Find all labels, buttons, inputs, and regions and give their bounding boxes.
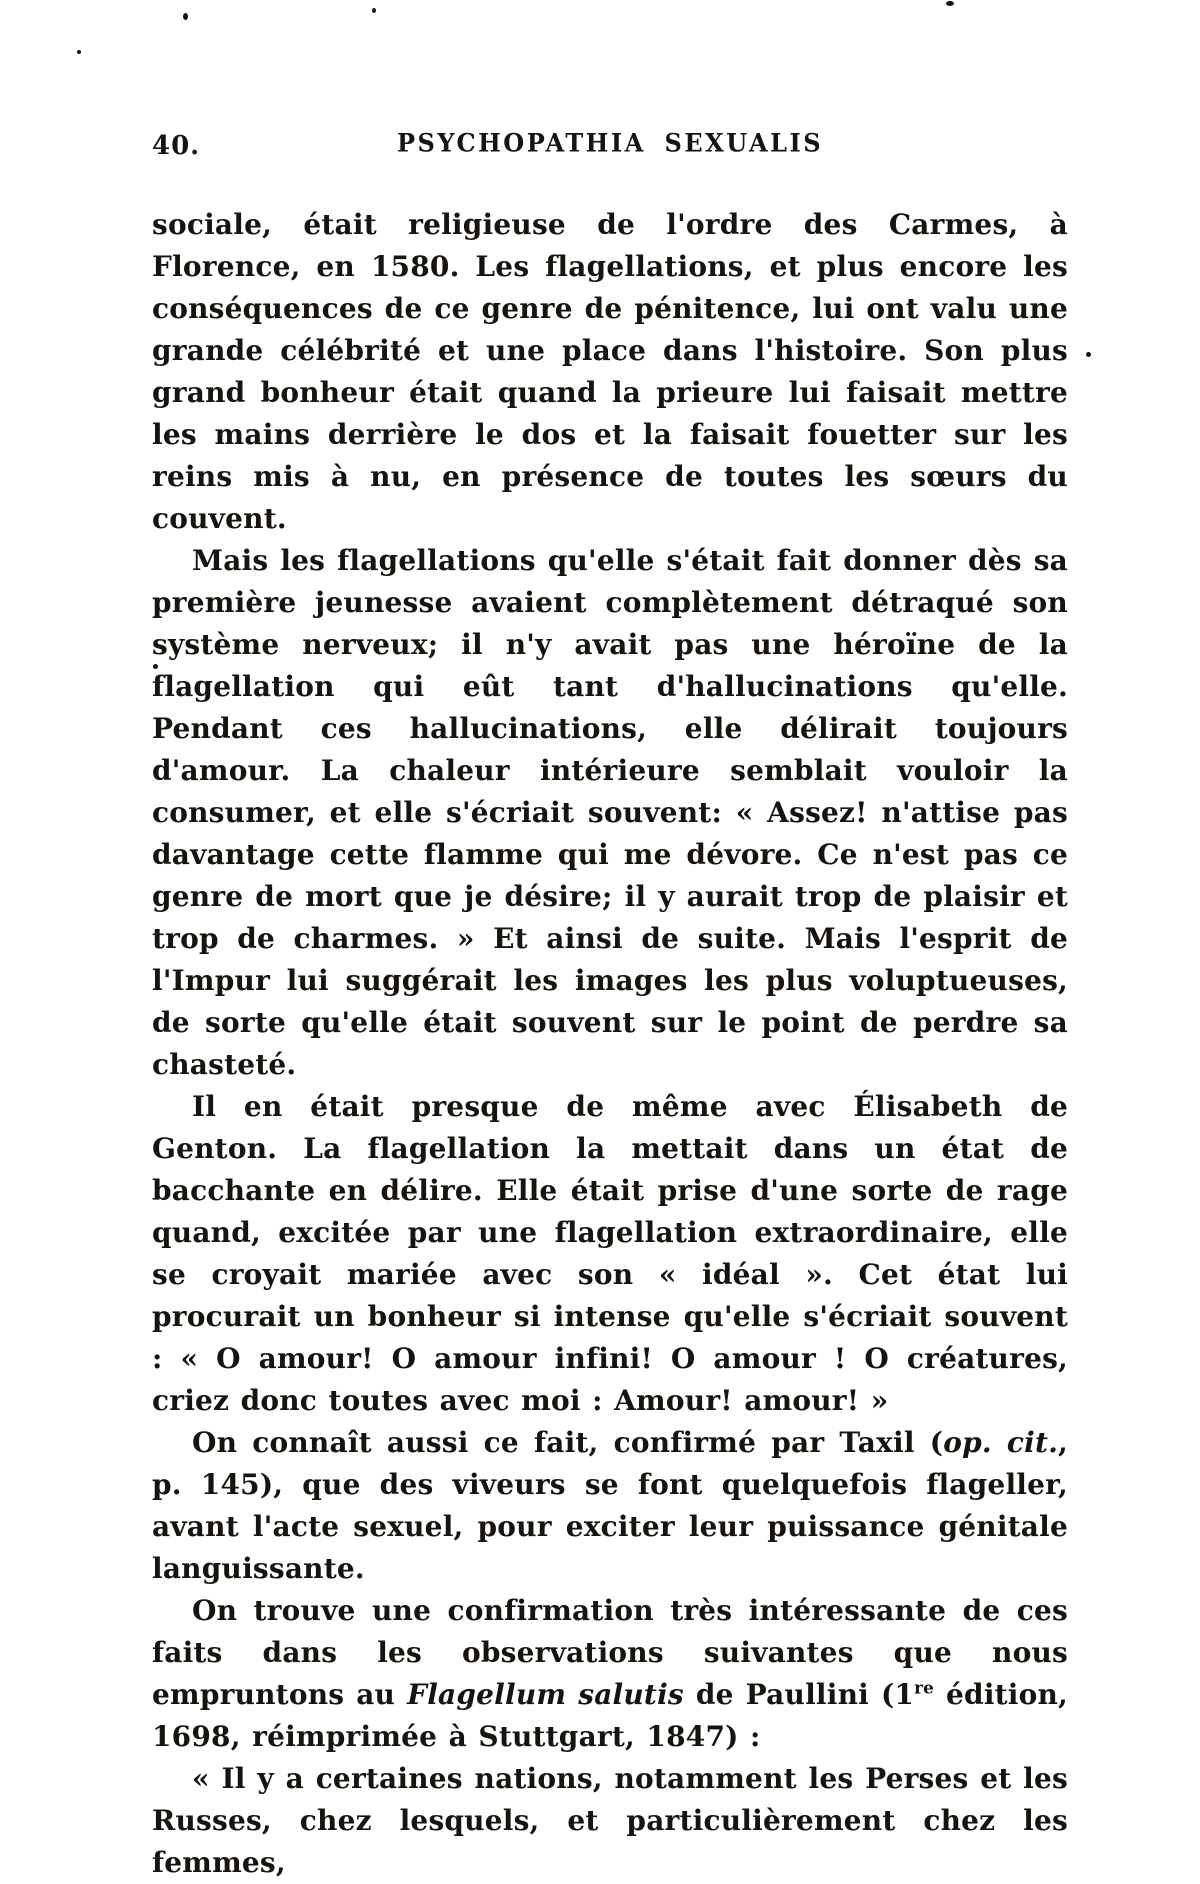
scan-speck [183, 13, 188, 20]
text-run: re [914, 1677, 935, 1698]
text-run: Flagellum salutis [407, 1678, 684, 1711]
text-run: Il en était presque de même avec Élisabeth de Genton. La flagellation la mettait dans un état de bacchante en délire. Elle était prise d'une sorte de rage quand, excitée par une flagellation extraordinaire, elle se croyait mariée avec son « idéal ». Cet état lui procurait un bonheur si intense qu'elle s'écriait souvent : « O amour! O amour infini! O amour ! O créatures, criez donc toutes avec moi : Amour! amour! » [152, 1090, 1068, 1417]
text-run: op. cit. [943, 1426, 1059, 1459]
text-run: édition, 1698, réimprimée à Stuttgart, 1847) : [152, 1678, 1069, 1753]
paragraph [152, 1422, 1068, 1590]
text-run: sociale, était religieuse de l'ordre des Carmes, à Florence, en 1580. Les flagellations, et plus encore les conséquences de ce genre de pénitence, lui ont valu une grande célébrité et une place dans l'histoire. Son plus grand bonheur était quand la prieure lui faisait mettre les mains derrière le dos et la faisait fouetter sur les reins mis à nu, en présence de toutes les sœurs du couvent. [152, 208, 1068, 535]
page-text [152, 204, 1068, 1884]
paragraph [152, 1758, 1068, 1884]
text-run: de Paullini (1 [683, 1678, 915, 1711]
scan-speck [153, 664, 158, 669]
page-number: 40. [152, 131, 201, 161]
scan-speck [372, 8, 376, 13]
paragraph [152, 1086, 1068, 1422]
text-run: On trouve une confirmation très intéressante de ces faits dans les observations suivantes que nous empruntons au [152, 1594, 1068, 1711]
scan-speck [1086, 352, 1091, 357]
text-run: On connaît aussi ce fait, confirmé par Taxil ( [192, 1426, 944, 1459]
text-run: Mais les flagellations qu'elle s'était fait donner dès sa première jeunesse avaient complètement détraqué son système nerveux; il n'y avait pas une héroïne de la flagellation qui eût tant d'hallucinations qu'elle. Pendant ces hallucinations, elle délirait toujours d'amour. La chaleur intérieure semblait vouloir la consumer, et elle s'écriait souvent: « Assez! n'attise pas davantage cette flamme qui me dévore. Ce n'est pas ce genre de mort que je désire; il y aurait trop de plaisir et trop de charmes. » Et ainsi de suite. Mais l'esprit de l'Impur lui suggérait les images les plus voluptueuses, de sorte qu'elle était souvent sur le point de perdre sa chasteté. [152, 544, 1068, 1081]
paragraph [152, 540, 1068, 1086]
page-header [152, 128, 1068, 164]
scan-speck [77, 50, 81, 54]
text-run: , p. 145), que des viveurs se font quelquefois flageller, avant l'acte sexuel, pour exciter leur puissance génitale languissante. [152, 1426, 1068, 1585]
scan-speck [946, 1, 954, 6]
paragraph [152, 1590, 1068, 1758]
text-run: « Il y a certaines nations, notamment les Perses et les Russes, chez lesquels, et particulièrement chez les femmes, [152, 1762, 1068, 1879]
running-title: PSYCHOPATHIA SEXUALIS [396, 127, 824, 158]
paragraph [152, 204, 1068, 540]
